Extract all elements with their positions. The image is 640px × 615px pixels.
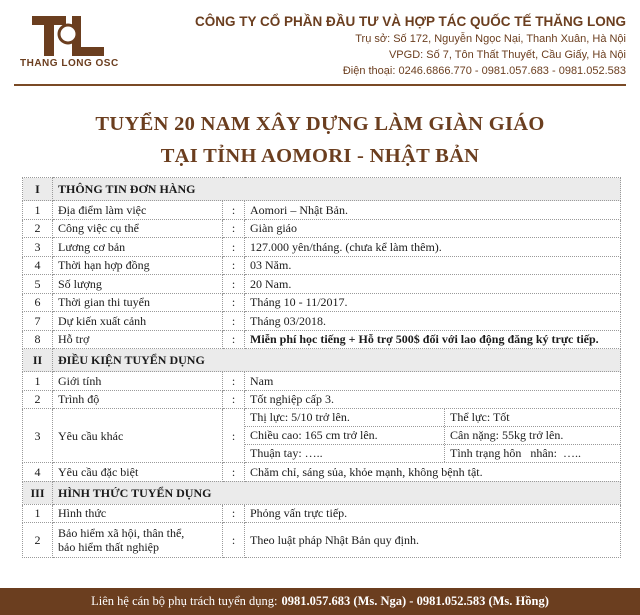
fitness-requirement: Thể lực: Tốt (450, 410, 510, 424)
contact-footer (0, 588, 640, 615)
section-header (23, 349, 621, 372)
row-value: Chăm chỉ, sáng sủa, khỏe mạnh, không bệnh tật. (245, 463, 621, 482)
row-label: Yêu cầu khác (53, 409, 223, 463)
row-separator: : (223, 275, 245, 294)
row-value: Tháng 10 - 11/2017. (245, 293, 621, 312)
section-header (23, 178, 621, 201)
table-row (23, 523, 621, 558)
row-number: 4 (23, 256, 53, 275)
row-separator: : (223, 256, 245, 275)
page-subtitle: TẠI TỈNH AOMORI - NHẬT BẢN (160, 145, 480, 167)
row-number: 8 (23, 330, 53, 349)
row-separator: : (223, 238, 245, 257)
row-number: 2 (23, 523, 53, 558)
requirement-line (245, 445, 620, 462)
section-number: II (23, 349, 53, 372)
table-row (23, 275, 621, 294)
job-details-table (22, 177, 621, 558)
section-title: ĐIỀU KIỆN TUYỂN DỤNG (53, 349, 621, 372)
table-row (23, 409, 621, 463)
row-value: Phỏng vấn trực tiếp. (245, 504, 621, 523)
row-label: Số lượng (53, 275, 223, 294)
table-row (23, 219, 621, 238)
row-number: 3 (23, 238, 53, 257)
requirement-line (245, 409, 620, 427)
section-title: HÌNH THỨC TUYỂN DỤNG (53, 481, 621, 504)
row-number: 1 (23, 201, 53, 220)
row-number: 1 (23, 504, 53, 523)
row-separator: : (223, 372, 245, 391)
eyesight-requirement: Thị lực: 5/10 trở lên. (245, 409, 445, 426)
row-label: Thời gian thi tuyển (53, 293, 223, 312)
row-number: 1 (23, 372, 53, 391)
row-number: 4 (23, 463, 53, 482)
row-label: Hình thức (53, 504, 223, 523)
row-label: Giới tính (53, 372, 223, 391)
row-label: Công việc cụ thể (53, 219, 223, 238)
row-label: Yêu cầu đặc biệt (53, 463, 223, 482)
row-number: 6 (23, 293, 53, 312)
row-value: 20 Nam. (245, 275, 621, 294)
table-row (23, 504, 621, 523)
row-separator: : (223, 409, 245, 463)
table-row (23, 372, 621, 391)
row-value: Tháng 03/2018. (245, 312, 621, 331)
table-row (23, 238, 621, 257)
section-number: III (23, 481, 53, 504)
row-separator: : (223, 201, 245, 220)
row-separator: : (223, 330, 245, 349)
section-header (23, 481, 621, 504)
table-row (23, 293, 621, 312)
header-divider (14, 84, 626, 86)
logo-wordmark: THANG LONG OSC (20, 58, 119, 69)
table-row (23, 256, 621, 275)
row-separator: : (223, 463, 245, 482)
row-value: Tốt nghiệp cấp 3. (245, 390, 621, 409)
support-value: Miễn phí học tiếng + Hỗ trợ 500$ đối với lao động đăng ký trực tiếp. (245, 330, 621, 349)
row-label (53, 523, 223, 558)
row-separator: : (223, 523, 245, 558)
other-requirements (245, 409, 621, 463)
row-separator: : (223, 312, 245, 331)
row-separator: : (223, 219, 245, 238)
row-value: Theo luật pháp Nhật Bản quy định. (245, 523, 621, 558)
row-label: Hỗ trợ (53, 330, 223, 349)
page-title: TUYỂN 20 NAM XÂY DỰNG LÀM GIÀN GIÁO (95, 113, 545, 135)
office-address: VPGD: Số 7, Tôn Thất Thuyết, Cầu Giấy, Hà Nội (388, 49, 626, 61)
row-separator: : (223, 390, 245, 409)
section-title: THÔNG TIN ĐƠN HÀNG (53, 178, 621, 201)
table-row (23, 201, 621, 220)
row-number: 2 (23, 219, 53, 238)
section-number: I (23, 178, 53, 201)
company-name: CÔNG TY CỔ PHẦN ĐẦU TƯ VÀ HỢP TÁC QUỐC TẾ THĂNG LONG (195, 14, 626, 29)
row-label: Dự kiến xuất cảnh (53, 312, 223, 331)
table-row (23, 390, 621, 409)
height-requirement: Chiều cao: 165 cm trở lên. (245, 427, 445, 444)
company-logo (28, 14, 108, 58)
insurance-label-line: bảo hiểm thất nghiệp (58, 540, 159, 554)
table-row (23, 312, 621, 331)
row-number: 5 (23, 275, 53, 294)
row-number: 2 (23, 390, 53, 409)
footer-contacts: 0981.057.683 (Ms. Nga) - 0981.052.583 (Ms. Hồng) (281, 594, 549, 608)
footer-prefix: Liên hệ cán bộ phụ trách tuyển dụng: (91, 594, 278, 608)
row-value: Aomori – Nhật Bản. (245, 201, 621, 220)
table-row (23, 463, 621, 482)
row-separator: : (223, 504, 245, 523)
row-label: Trình độ (53, 390, 223, 409)
row-label: Lương cơ bản (53, 238, 223, 257)
row-label: Địa điểm làm việc (53, 201, 223, 220)
table-row (23, 330, 621, 349)
row-label: Thời hạn hợp đồng (53, 256, 223, 275)
row-number: 7 (23, 312, 53, 331)
row-separator: : (223, 293, 245, 312)
weight-requirement: Cân nặng: 55kg trở lên. (450, 428, 564, 442)
insurance-label-line: Bảo hiểm xã hội, thân thể, (58, 526, 185, 540)
row-value: Nam (245, 372, 621, 391)
row-value: 127.000 yên/tháng. (chưa kể làm thêm). (245, 238, 621, 257)
row-value: 03 Năm. (245, 256, 621, 275)
handedness-requirement: Thuận tay: ….. (245, 445, 445, 462)
head-office-address: Trụ sở: Số 172, Nguyễn Ngọc Nại, Thanh Xuân, Hà Nội (355, 33, 626, 45)
phone-numbers: Điện thoại: 0246.6866.770 - 0981.057.683 - 0981.052.583 (342, 65, 626, 77)
row-number: 3 (23, 409, 53, 463)
requirement-line (245, 427, 620, 445)
marital-status-requirement: Tình trạng hôn nhân: ….. (450, 446, 581, 460)
row-value: Giàn giáo (245, 219, 621, 238)
